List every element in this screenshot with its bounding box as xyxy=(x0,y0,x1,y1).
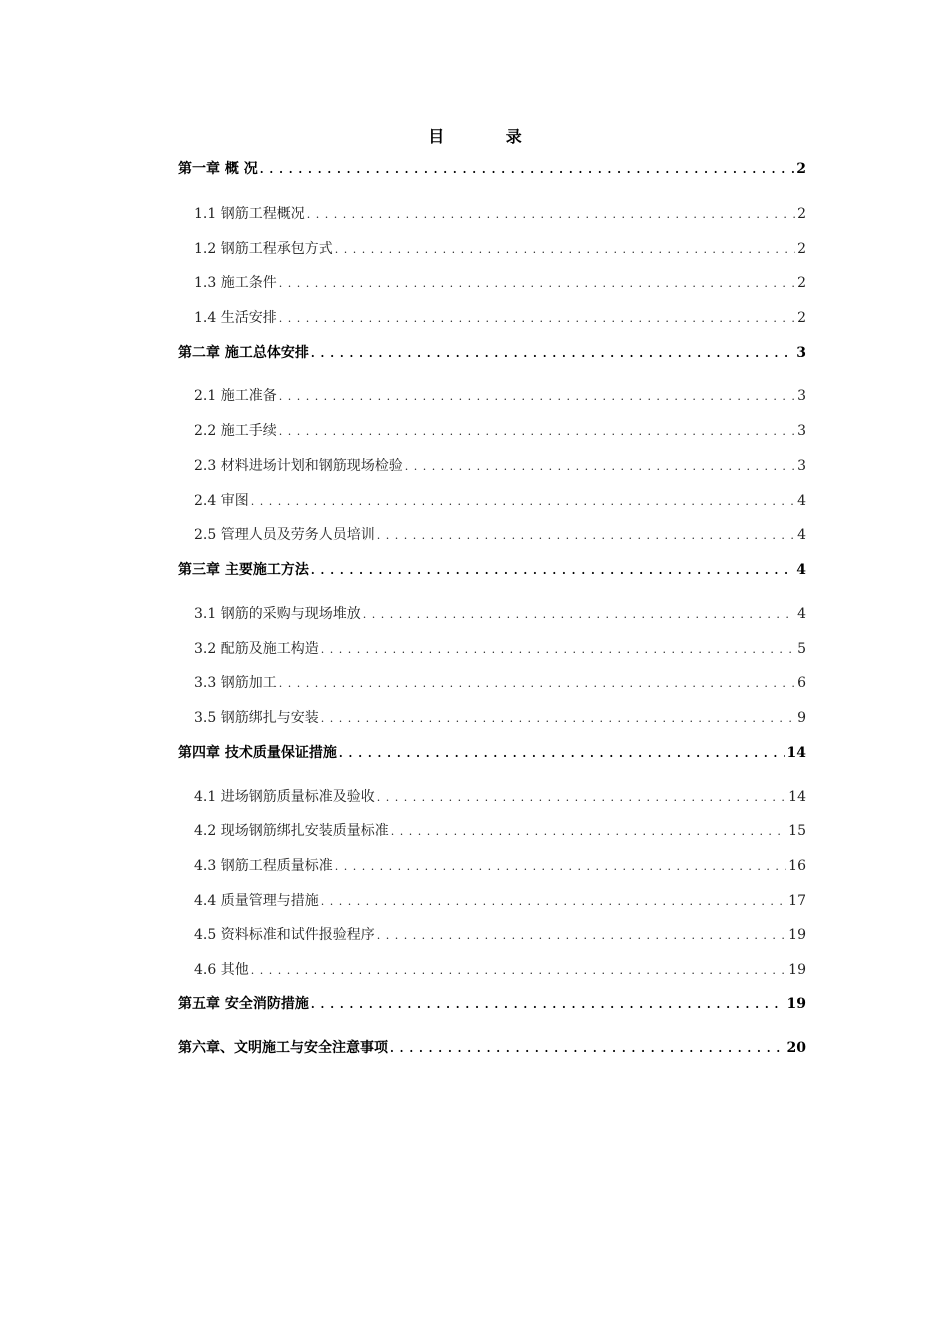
toc-entry-label: 4.6 其他 xyxy=(194,962,249,978)
toc-page-number: 6 xyxy=(797,675,806,691)
toc-page-number: 14 xyxy=(788,789,806,805)
toc-page-number: 4 xyxy=(797,606,806,622)
toc-section-entry[interactable] xyxy=(178,272,806,294)
toc-section-entry[interactable] xyxy=(178,786,806,808)
toc-page-number: 4 xyxy=(797,527,806,543)
toc-page-number: 3 xyxy=(797,388,806,404)
toc-page-number: 2 xyxy=(797,206,806,222)
toc-entry-label: 第六章、文明施工与安全注意事项 xyxy=(178,1040,388,1056)
toc-page-number: 3 xyxy=(797,423,806,439)
toc-dot-leader xyxy=(405,458,795,474)
toc-dot-leader xyxy=(335,858,786,874)
toc-dot-leader xyxy=(251,962,786,978)
toc-title: 目 录 xyxy=(428,127,550,146)
toc-section-entry[interactable] xyxy=(178,203,806,225)
toc-entry-label: 2.4 审图 xyxy=(194,493,249,509)
toc-section-entry[interactable] xyxy=(178,385,806,407)
toc-page-number: 2 xyxy=(797,241,806,257)
toc-entry-label: 2.1 施工准备 xyxy=(194,388,277,404)
toc-section-entry[interactable] xyxy=(178,307,806,329)
toc-page-number: 5 xyxy=(797,641,806,657)
toc-dot-leader xyxy=(391,823,786,839)
toc-dot-leader xyxy=(335,241,795,257)
toc-dot-leader xyxy=(377,789,786,805)
toc-dot-leader xyxy=(339,745,785,761)
toc-section-entry[interactable] xyxy=(178,490,806,512)
toc-section-entry[interactable] xyxy=(178,524,806,546)
toc-dot-leader xyxy=(311,562,794,578)
toc-entry-label: 第二章 施工总体安排 xyxy=(178,345,309,361)
toc-entry-label: 4.3 钢筋工程质量标准 xyxy=(194,858,333,874)
toc-page-number: 3 xyxy=(796,345,806,361)
toc-dot-leader xyxy=(260,161,795,177)
toc-entry-label: 4.4 质量管理与措施 xyxy=(194,893,319,909)
toc-page-number: 19 xyxy=(786,996,806,1012)
toc-section-entry[interactable] xyxy=(178,707,806,729)
toc-section-entry[interactable] xyxy=(178,455,806,477)
toc-page-number: 2 xyxy=(796,161,806,177)
toc-entry-label: 3.2 配筋及施工构造 xyxy=(194,641,319,657)
toc-entry-label: 3.1 钢筋的采购与现场堆放 xyxy=(194,606,361,622)
toc-dot-leader xyxy=(363,606,795,622)
toc-dot-leader xyxy=(321,893,786,909)
toc-dot-leader xyxy=(307,206,795,222)
toc-chapter-entry[interactable] xyxy=(178,158,806,180)
toc-section-entry[interactable] xyxy=(178,238,806,260)
toc-page-number: 4 xyxy=(797,493,806,509)
toc-entry-label: 第四章 技术质量保证措施 xyxy=(178,745,337,761)
toc-entry-label: 第三章 主要施工方法 xyxy=(178,562,309,578)
toc-entry-label: 第五章 安全消防措施 xyxy=(178,996,309,1012)
toc-section-entry[interactable] xyxy=(178,959,806,981)
toc-section-entry[interactable] xyxy=(178,638,806,660)
toc-entry-label: 1.2 钢筋工程承包方式 xyxy=(194,241,333,257)
toc-dot-leader xyxy=(279,388,795,404)
toc-dot-leader xyxy=(279,275,795,291)
toc-section-entry[interactable] xyxy=(178,420,806,442)
toc-page-number: 14 xyxy=(786,745,806,761)
toc-page-number: 19 xyxy=(788,927,806,943)
toc-page-number: 9 xyxy=(797,710,806,726)
toc-dot-leader xyxy=(279,675,795,691)
toc-section-entry[interactable] xyxy=(178,924,806,946)
toc-entry-label: 4.1 进场钢筋质量标准及验收 xyxy=(194,789,375,805)
toc-section-entry[interactable] xyxy=(178,820,806,842)
toc-dot-leader xyxy=(311,345,794,361)
toc-entry-label: 第一章 概 况 xyxy=(178,161,258,177)
toc-entry-label: 2.3 材料进场计划和钢筋现场检验 xyxy=(194,458,403,474)
toc-chapter-entry[interactable] xyxy=(178,559,806,581)
toc-dot-leader xyxy=(390,1040,785,1056)
toc-dot-leader xyxy=(377,927,786,943)
toc-entry-label: 2.2 施工手续 xyxy=(194,423,277,439)
toc-dot-leader xyxy=(321,641,795,657)
toc-dot-leader xyxy=(311,996,785,1012)
toc-dot-leader xyxy=(279,310,795,326)
toc-page-number: 4 xyxy=(796,562,806,578)
toc-chapter-entry[interactable] xyxy=(178,742,806,764)
toc-page-number: 3 xyxy=(797,458,806,474)
toc-chapter-entry[interactable] xyxy=(178,1037,806,1059)
toc-dot-leader xyxy=(377,527,795,543)
toc-entry-label: 4.2 现场钢筋绑扎安装质量标准 xyxy=(194,823,389,839)
toc-dot-leader xyxy=(279,423,795,439)
toc-chapter-entry[interactable] xyxy=(178,993,806,1015)
toc-dot-leader xyxy=(251,493,795,509)
toc-entry-label: 4.5 资料标准和试件报验程序 xyxy=(194,927,375,943)
toc-page-number: 16 xyxy=(788,858,806,874)
toc-section-entry[interactable] xyxy=(178,672,806,694)
toc-entry-label: 2.5 管理人员及劳务人员培训 xyxy=(194,527,375,543)
toc-section-entry[interactable] xyxy=(178,890,806,912)
toc-section-entry[interactable] xyxy=(178,855,806,877)
toc-entry-label: 1.4 生活安排 xyxy=(194,310,277,326)
toc-entry-label: 1.1 钢筋工程概况 xyxy=(194,206,305,222)
toc-page-number: 17 xyxy=(788,893,806,909)
toc-page-number: 19 xyxy=(788,962,806,978)
toc-section-entry[interactable] xyxy=(178,603,806,625)
toc-entry-label: 3.5 钢筋绑扎与安装 xyxy=(194,710,319,726)
toc-entry-label: 3.3 钢筋加工 xyxy=(194,675,277,691)
toc-page-number: 15 xyxy=(788,823,806,839)
toc-entry-label: 1.3 施工条件 xyxy=(194,275,277,291)
toc-page-number: 2 xyxy=(797,310,806,326)
toc-dot-leader xyxy=(321,710,795,726)
toc-page-number: 2 xyxy=(797,275,806,291)
toc-page-number: 20 xyxy=(786,1040,806,1056)
toc-chapter-entry[interactable] xyxy=(178,342,806,364)
